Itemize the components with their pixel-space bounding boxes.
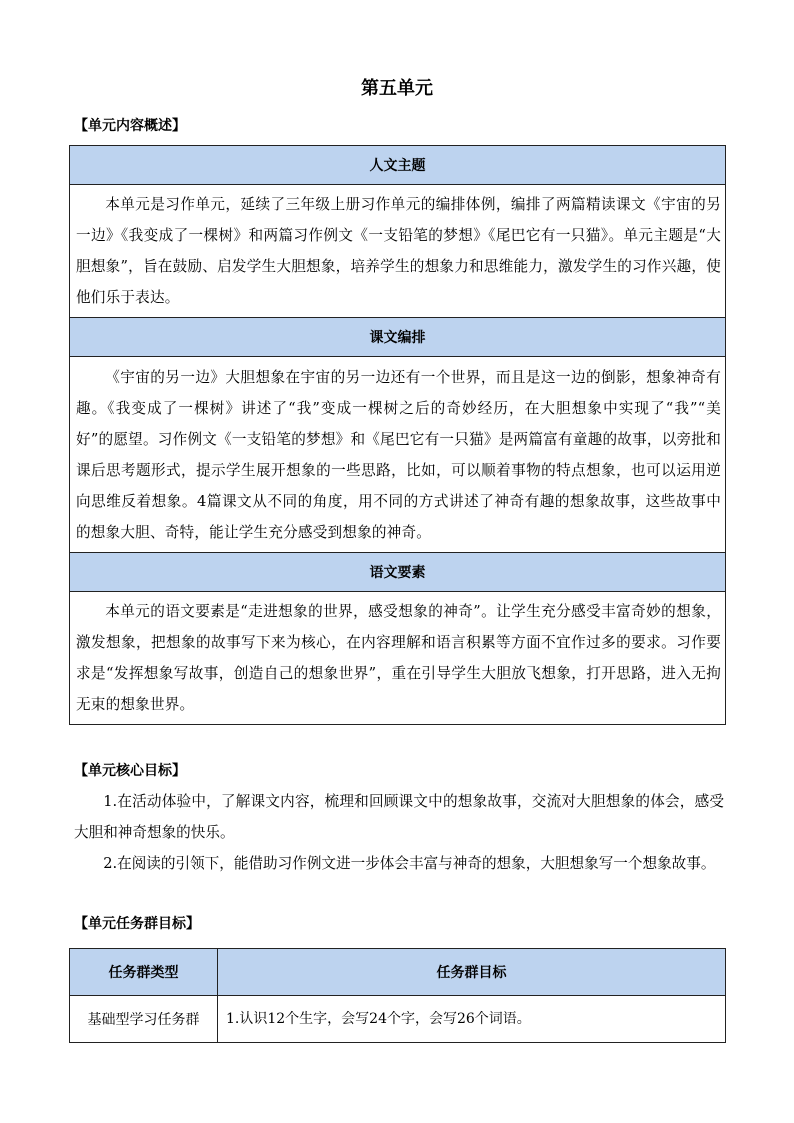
- overview-table: [69, 145, 726, 725]
- overview-heading: 【单元内容概述】: [74, 118, 186, 134]
- column-header-goal: 任务群目标: [218, 949, 726, 996]
- section-text-arrangement: 《宇宙的另一边》大胆想象在宇宙的另一边还有一个世界，而且是这一边的倒影，想象神奇有趣。《我变成了一棵树》讲述了“我”变成一棵树之后的奇妙经历，在大胆想象中实现了“我”“美好”的愿望。习作例文《一支铅笔的梦想》和《尾巴它有一只猫》是两篇富有童趣的故事，以旁批和课后思考题形式，提示学生展开想象的一些思路，比如，可以顺着事物的特点想象，也可以运用逆向思维反着想象。4篇课文从不同的角度，用不同的方式讲述了神奇有趣的想象故事，这些故事中的想象大胆、奇特，能让学生充分感受到想象的神奇。: [70, 357, 726, 553]
- task-type-cell: 基础型学习任务群: [70, 996, 218, 1043]
- task-goals-heading: 【单元任务群目标】: [74, 916, 200, 932]
- core-goals-heading: 【单元核心目标】: [74, 763, 186, 779]
- core-goals-list: [74, 786, 724, 879]
- page-title: 第五单元: [361, 78, 433, 99]
- section-text-theme: 本单元是习作单元，延续了三年级上册习作单元的编排体例，编排了两篇精读课文《宇宙的另一边》《我变成了一棵树》和两篇习作例文《一支铅笔的梦想》《尾巴它有一只猫》。单元主题是“大胆想象”，旨在鼓励、启发学生大胆想象，培养学生的想象力和思维能力，激发学生的习作兴趣，使他们乐于表达。: [70, 185, 726, 318]
- core-goal-item: 1.在活动体验中，了解课文内容，梳理和回顾课文中的想象故事，交流对大胆想象的体会，感受大胆和神奇想象的快乐。: [74, 793, 724, 841]
- section-header-elements: 语文要素: [70, 553, 726, 592]
- task-goal-cell: 1.认识12个生字，会写24个字，会写26个词语。: [218, 996, 726, 1043]
- section-header-arrangement: 课文编排: [70, 318, 726, 357]
- table-row: [70, 996, 726, 1043]
- column-header-type: 任务群类型: [70, 949, 218, 996]
- section-header-theme: 人文主题: [70, 146, 726, 185]
- task-goals-table: [69, 948, 726, 1043]
- section-text-elements: 本单元的语文要素是“走进想象的世界，感受想象的神奇”。让学生充分感受丰富奇妙的想象，激发想象，把想象的故事写下来为核心，在内容理解和语言积累等方面不宜作过多的要求。习作要求是“发挥想象写故事，创造自己的想象世界”，重在引导学生大胆放飞想象，打开思路，进入无拘无束的想象世界。: [70, 592, 726, 725]
- core-goal-item: 2.在阅读的引领下，能借助习作例文进一步体会丰富与神奇的想象，大胆想象写一个想象故事。: [103, 855, 716, 872]
